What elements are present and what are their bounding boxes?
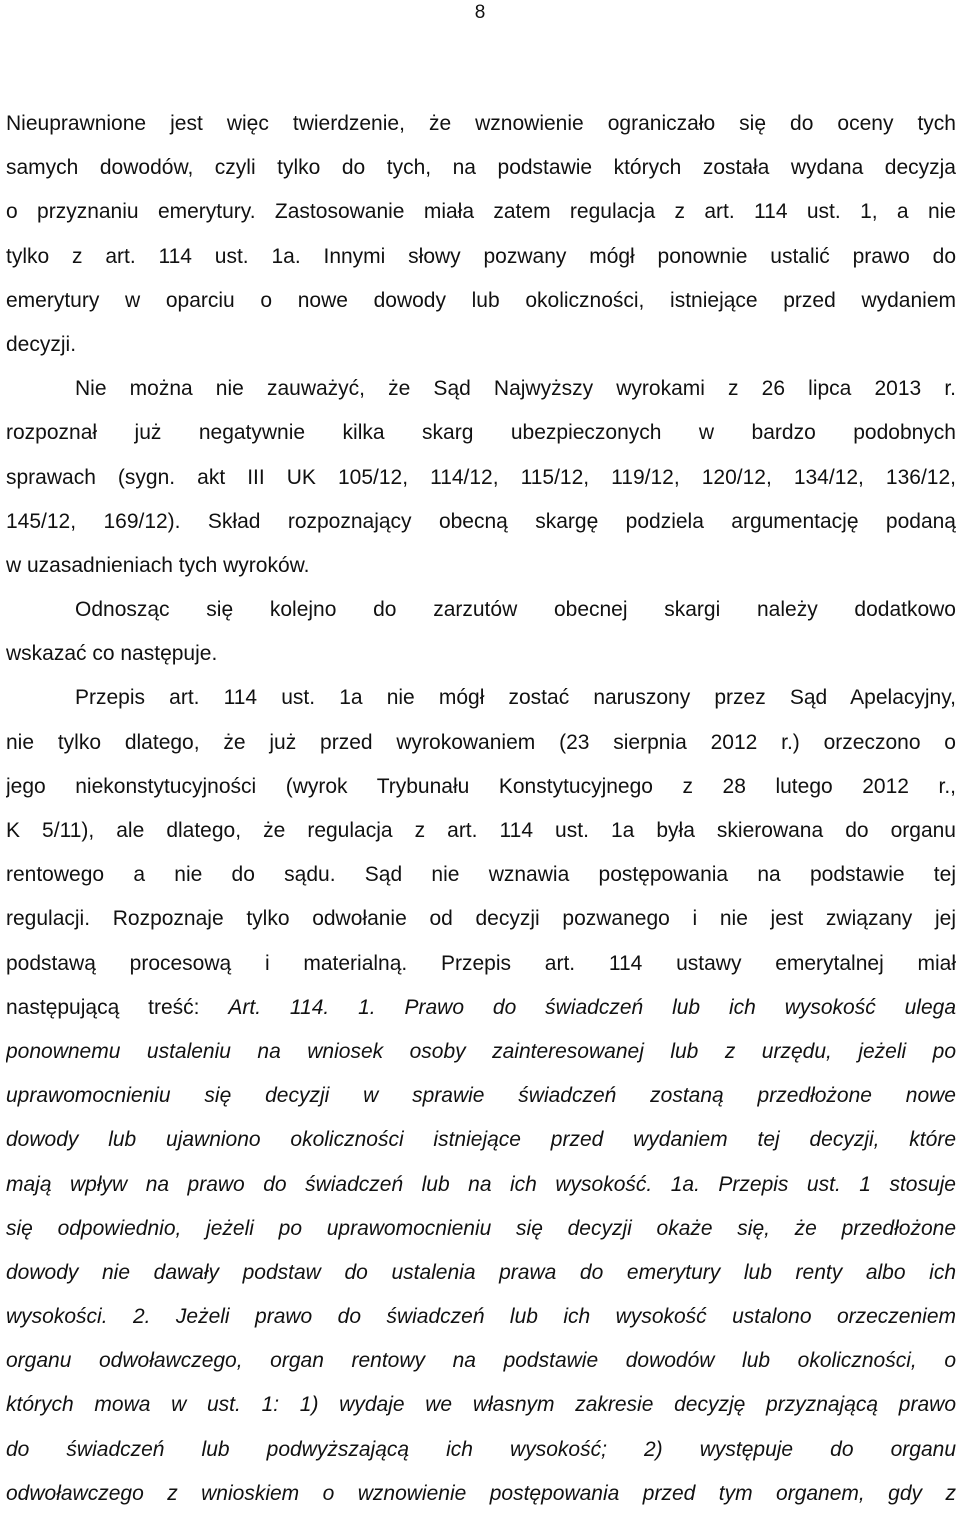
text-line: decyzji. (6, 332, 77, 356)
text-line: jego niekonstytucyjności (wyrok Trybunału Konstytucyjnego z 28 lutego 2012 r., (6, 774, 956, 798)
text-line: uprawomocnieniu się decyzji w sprawie świadczeń zostaną przedłożone nowe (6, 1084, 956, 1108)
text-line: 145/12, 169/12). Skład rozpoznający obecną skargę podziela argumentację podaną (6, 509, 956, 533)
text-line: rentowego a nie do sądu. Sąd nie wznawia postępowania na podstawie tej (6, 863, 956, 887)
text-line: dowody nie dawały podstaw do ustalenia prawa do emerytury lub renty albo ich (6, 1260, 956, 1284)
text-line: wskazać co następuje. (6, 642, 218, 666)
text-line: odwoławczego z wnioskiem o wznowienie postępowania przed tym organem, gdy z (6, 1481, 956, 1505)
text-line: tylko z art. 114 ust. 1a. Innymi słowy pozwany mógł ponownie ustalić prawo do (6, 244, 956, 268)
text-line: emerytury w oparciu o nowe dowody lub okoliczności, istniejące przed wydaniem (6, 288, 956, 312)
text-line: w uzasadnieniach tych wyroków. (6, 553, 310, 577)
text-line: mają wpływ na prawo do świadczeń lub na ich wysokość. 1a. Przepis ust. 1 stosuje (6, 1172, 956, 1196)
text-line: samych dowodów, czyli tylko do tych, na podstawie których została wydana decyzja (6, 156, 956, 180)
text-line: następującą treść: Art. 114. 1. Prawo do świadczeń lub ich wysokość ulega (6, 995, 956, 1019)
text-line: podstawą procesową i materialną. Przepis art. 114 ustawy emerytalnej miał (6, 951, 956, 975)
text-line: się odpowiednio, jeżeli po uprawomocnieniu się decyzji okaże się, że przedłożone (6, 1216, 956, 1240)
text-line: organu odwoławczego, organ rentowy na podstawie dowodów lub okoliczności, o (6, 1349, 956, 1373)
text-line: dowody lub ujawniono okoliczności istniejące przed wydaniem tej decyzji, które (6, 1128, 956, 1152)
text-line: wysokości. 2. Jeżeli prawo do świadczeń lub ich wysokość ustalono orzeczeniem (6, 1305, 956, 1329)
text-line: Przepis art. 114 ust. 1a nie mógł zostać naruszony przez Sąd Apelacyjny, (75, 686, 956, 710)
text-line: regulacji. Rozpoznaje tylko odwołanie od decyzji pozwanego i nie jest związany jej (6, 907, 956, 931)
text-line: rozpoznał już negatywnie kilka skarg ubezpieczonych w bardzo podobnych (6, 421, 956, 445)
text-line: Nieuprawnione jest więc twierdzenie, że wznowienie ograniczało się do oceny tych (6, 112, 956, 135)
document-body (6, 102, 956, 1516)
text-line: K 5/11), ale dlatego, że regulacja z art. 114 ust. 1a była skierowana do organu (6, 819, 956, 842)
text-line: których mowa w ust. 1: 1) wydaje we własnym zakresie decyzję przyznającą prawo (6, 1393, 956, 1417)
text-line: Nie można nie zauważyć, że Sąd Najwyższy wyrokami z 26 lipca 2013 r. (75, 377, 956, 401)
text-line: Odnosząc się kolejno do zarzutów obecnej skargi należy dodatkowo (75, 598, 956, 622)
text-line: ponownemu ustaleniu na wniosek osoby zainteresowanej lub z urzędu, jeżeli po (6, 1039, 956, 1063)
text-line: do świadczeń lub podwyższającą ich wysokość; 2) występuje do organu (6, 1437, 956, 1461)
text-line: sprawach (sygn. akt III UK 105/12, 114/12, 115/12, 119/12, 120/12, 134/12, 136/12, (6, 465, 956, 489)
page-number: 8 (474, 2, 486, 23)
text-line: o przyznaniu emerytury. Zastosowanie miała zatem regulacja z art. 114 ust. 1, a nie (6, 200, 956, 224)
text-line: nie tylko dlatego, że już przed wyrokowaniem (23 sierpnia 2012 r.) orzeczono o (6, 730, 956, 754)
